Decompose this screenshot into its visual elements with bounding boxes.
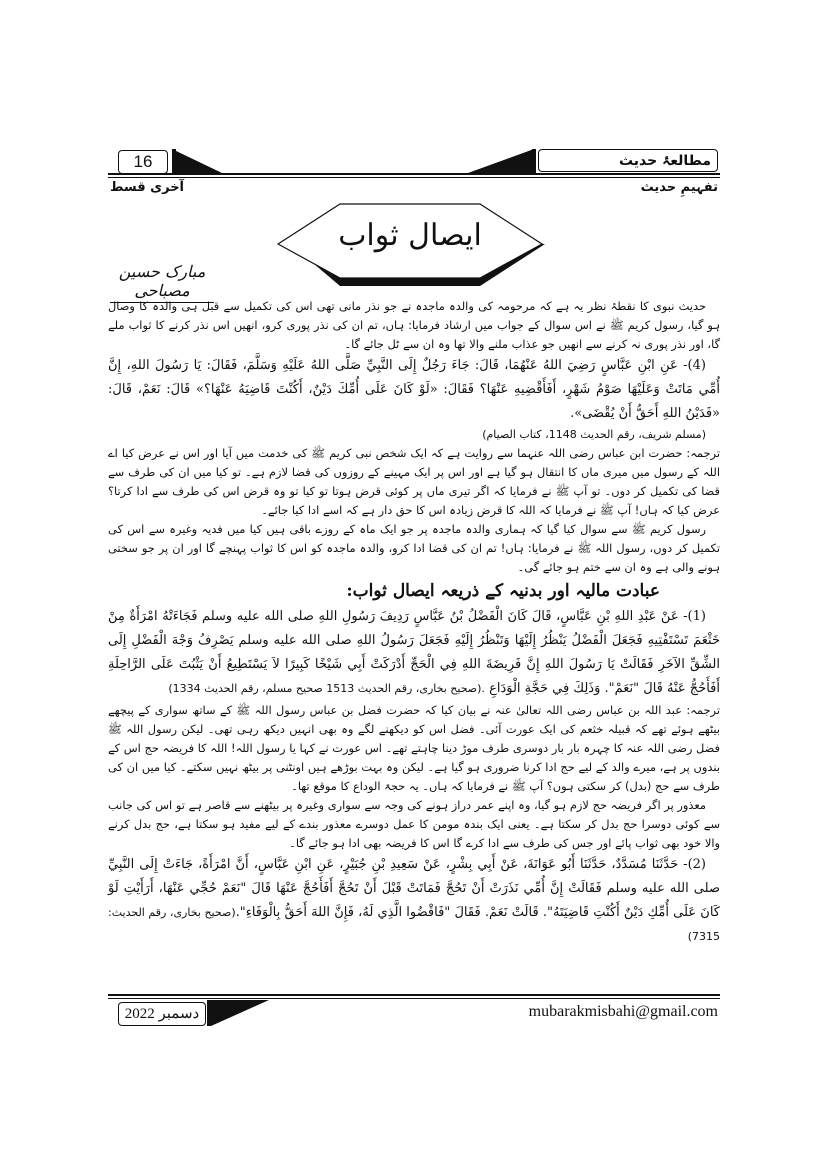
page-number: 16: [118, 150, 168, 174]
footer-wedge: [211, 1000, 269, 1026]
section-subheading: عبادت مالیہ اور بدنیہ کے ذریعہ ایصال ثواب:: [346, 581, 660, 601]
hadith-2-reference: (صحیح بخاری، رقم الحدیث: 7315): [108, 906, 720, 943]
hadith-1-arabic: [108, 605, 720, 701]
footer-rule-bottom: [108, 998, 720, 999]
header-decoration-right: [532, 149, 536, 174]
hadith-4-arabic: (4)- عَنِ ابْنِ عَبَّاسٍ رَضِيَ اللهُ عَنْهُمَا، قَالَ: جَاءَ رَجُلٌ إِلَى النَّبِيِّ صَلَّى اللهُ عَلَيْهِ وَسَلَّمَ، فَقَالَ: يَا رَسُولَ اللهِ، إِنَّ أُمِّي مَاتَتْ وَعَلَيْهَا صَوْمُ شَهْرٍ، أَفَأَقْضِيهِ عَنْهَا؟ فَقَالَ: «لَوْ كَانَ عَلَى أُمِّكَ دَيْنٌ، أَكُنْتَ قَاضِيَهُ عَنْهَا؟» قَالَ: نَعَمْ، قَالَ: «فَدَيْنُ اللهِ أَحَقُّ أَنْ يُقْضَى».: [108, 358, 720, 421]
issue-date: دسمبر 2022: [118, 1002, 206, 1026]
hadith-4-reference: (مسلم شریف، رقم الحدیث 1148، کتاب الصیام): [482, 428, 706, 441]
hadith-1-reference: .(صحیح بخاری، رقم الحدیث 1513 صحیح مسلم، رقم الحدیث 1334): [168, 682, 485, 695]
hadith-1-text: (1)- عَنْ عَبْدِ اللهِ بْنِ عَبَّاسٍ، قَالَ كَانَ الْفَضْلُ بْنُ عَبَّاسٍ رَدِيفَ رَسُولِ اللهِ صلى الله عليه وسلم فَجَاءَتْهُ امْرَأَةٌ مِنْ خَثْعَمَ تَسْتَفْتِيهِ فَجَعَلَ الْفَضْلُ يَنْظُرُ إِلَيْهَا وَتَنْظُرُ إِلَيْهِ فَجَعَلَ رَسُولُ اللهِ صلى الله عليه وسلم يَصْرِفُ وَجْهَ الْفَضْلِ إِلَى الشِّقِّ الآخَرِ فَقَالَتْ يَا رَسُولَ اللهِ إِنَّ فَرِيضَةَ اللهِ فِي الْحَجِّ أَدْرَكَتْ أَبِي شَيْخًا كَبِيرًا لاَ يَسْتَطِيعُ أَنْ يَثْبُتَ عَلَى الرَّاحِلَةِ أَفَأَحُجُّ عَنْهُ قَالَ "نَعَمْ". وَذَلِكَ فِي حَجَّةِ الْوَدَاعِ: [108, 609, 720, 696]
header-wedge-left: [172, 149, 222, 173]
header-rule-top: [108, 173, 720, 175]
hadith-1-translation: ترجمہ: عبد اللہ بن عباس رضی اللہ تعالیٰ عنہ نے بیان کیا کہ حضرت فضل بن عباس رسول اللہ ﷺ کے ساتھ سواری کے پیچھے بیٹھے ہوئے تھے کہ قبیلہ خثعم کی ایک عورت آئی۔ فضل اس کو دیکھنے لگے وہ بھی انہیں دیکھ رہی تھی۔ لیکن رسول اللہ ﷺ فضل رضی اللہ عنہ کا چہرہ بار بار دوسری طرف موڑ دینا چاہتے تھے۔ اس عورت نے کہا یا رسول اللہ! اللہ کا فریضہ حج اس کے بندوں پر ہے، میرے والد کے لیے حج ادا کرنا ضروری ہو گیا ہے۔ لیکن وہ بہت بوڑھے ہیں اونٹنی پر بیٹھ نہیں سکتے۔ کیا میں ان کی طرف سے حج (بدل) کر سکتی ہوں؟ آپ ﷺ نے فرمایا کہ ہاں۔ یہ حجۃ الوداع کا موقع تھا۔: [108, 703, 720, 793]
author-name: مبارک حسین مصباحی: [110, 262, 214, 303]
hadith-4-commentary: رسول کریم ﷺ سے سوال کیا گیا کہ ہماری والدہ ماجدہ پر جو ایک ماہ کے روزے باقی ہیں کیا میں فدیہ وغیرہ سے اس کی تکمیل کر دوں، رسول اللہ ﷺ نے فرمایا: ہاں! تم ان کی قضا ادا کرو، والدہ ماجدہ کو اس کا ثواب پہنچے گا اور ان پر جو سختی ہونے والی ہے وہ ان سے ختم ہو جائے گی۔: [108, 522, 720, 574]
subsection-label: تفہیمِ حدیث: [640, 180, 718, 195]
hadith-2-arabic: [108, 853, 720, 949]
footer-rule-top: [108, 994, 720, 996]
hadith-1-commentary: معذور پر اگر فریضہ حج لازم ہو گیا، وہ اپنے عمر دراز ہونے کی وجہ سے سواری وغیرہ پر بیٹھنے سے قاصر ہے تو اس کی جانب سے کوئی دوسرا حج بدل کر سکتا ہے۔ یعنی ایک بندہ مومن کا عمل دوسرے معذور بندے کے لیے مفید ہو سکتا ہے، حج بدل کرنے والا خود بھی ثواب پائے اور جس کی طرف سے ادا کرے گا اس کا فریضہ بھی ادا ہو جائے گا۔: [108, 798, 720, 850]
intro-paragraph: حدیث نبوی کا نقطۂ نظر یہ ہے کہ مرحومہ کی والدہ ماجدہ نے جو نذر مانی تھی اس کی تکمیل سے قبل ہی والدہ کا وصال ہو گیا، رسول کریم ﷺ نے اس سوال کے جواب میں ارشاد فرمایا: ہاں، تم ان کی نذر پوری کرو، انھیں اس نذر کرنے کا ثواب ملے گا، اور نذر پوری نہ کرنے سے انھیں جو عذاب ملنے والا تھا وہ ان سے ٹل جائے گا۔: [108, 299, 720, 351]
article-title: ایصال ثواب: [338, 218, 482, 253]
section-label: مطالعۂ حدیث: [538, 149, 718, 172]
header-rule-bottom: [108, 177, 720, 178]
installment-label: آخری قسط: [110, 180, 185, 195]
header-wedge-right: [468, 149, 534, 173]
hadith-2-text: (2)- حَدَّثَنَا مُسَدَّدٌ، حَدَّثَنَا أَبُو عَوَانَةَ، عَنْ أَبِي بِشْرٍ، عَنْ سَعِيدِ بْنِ جُبَيْرٍ، عَنِ ابْنِ عَبَّاسٍ، أَنَّ امْرَأَةً، جَاءَتْ إِلَى النَّبِيِّ صلى الله عليه وسلم فَقَالَتْ إِنَّ أُمِّي نَذَرَتْ أَنْ تَحُجَّ فَمَاتَتْ قَبْلَ أَنْ تَحُجَّ أَفَأَحُجَّ عَنْهَا قَالَ "نَعَمْ حُجِّي عَنْهَا، أَرَأَيْتِ لَوْ كَانَ عَلَى أُمِّكِ دَيْنٌ أَكُنْتِ قَاضِيَتَهُ". قَالَتْ نَعَمْ. فَقَالَ "فَاقْضُوا الَّذِي لَهُ، فَإِنَّ اللهَ أَحَقُّ بِالْوَفَاءِ".: [108, 857, 720, 920]
hadith-4-translation: ترجمہ: حضرت ابن عباس رضی اللہ عنہما سے روایت ہے کہ ایک شخص نبی کریم ﷺ کی خدمت میں آیا اور اس نے عرض کیا اے اللہ کے رسول میں میری ماں کا انتقال ہو گیا ہے اور اس پر ایک مہینے کے روزوں کی قضا لازم ہے۔ تو کیا میں ان کی طرف سے قضا کی تکمیل کر دوں۔ تو آپ ﷺ نے فرمایا کہ اگر تیری ماں پر کوئی قرض ہوتا تو کیا تو وہ قرض اس کی طرف سے ادا کرتا؟ عرض کیا کہ ہاں! آپ ﷺ نے فرمایا کہ اللہ کا قرض زیادہ اس کا حق دار ہے کہ اسے ادا کیا جائے۔: [108, 446, 720, 517]
article-body: [108, 297, 720, 949]
author-email[interactable]: mubarakmisbahi@gmail.com: [528, 1003, 718, 1020]
